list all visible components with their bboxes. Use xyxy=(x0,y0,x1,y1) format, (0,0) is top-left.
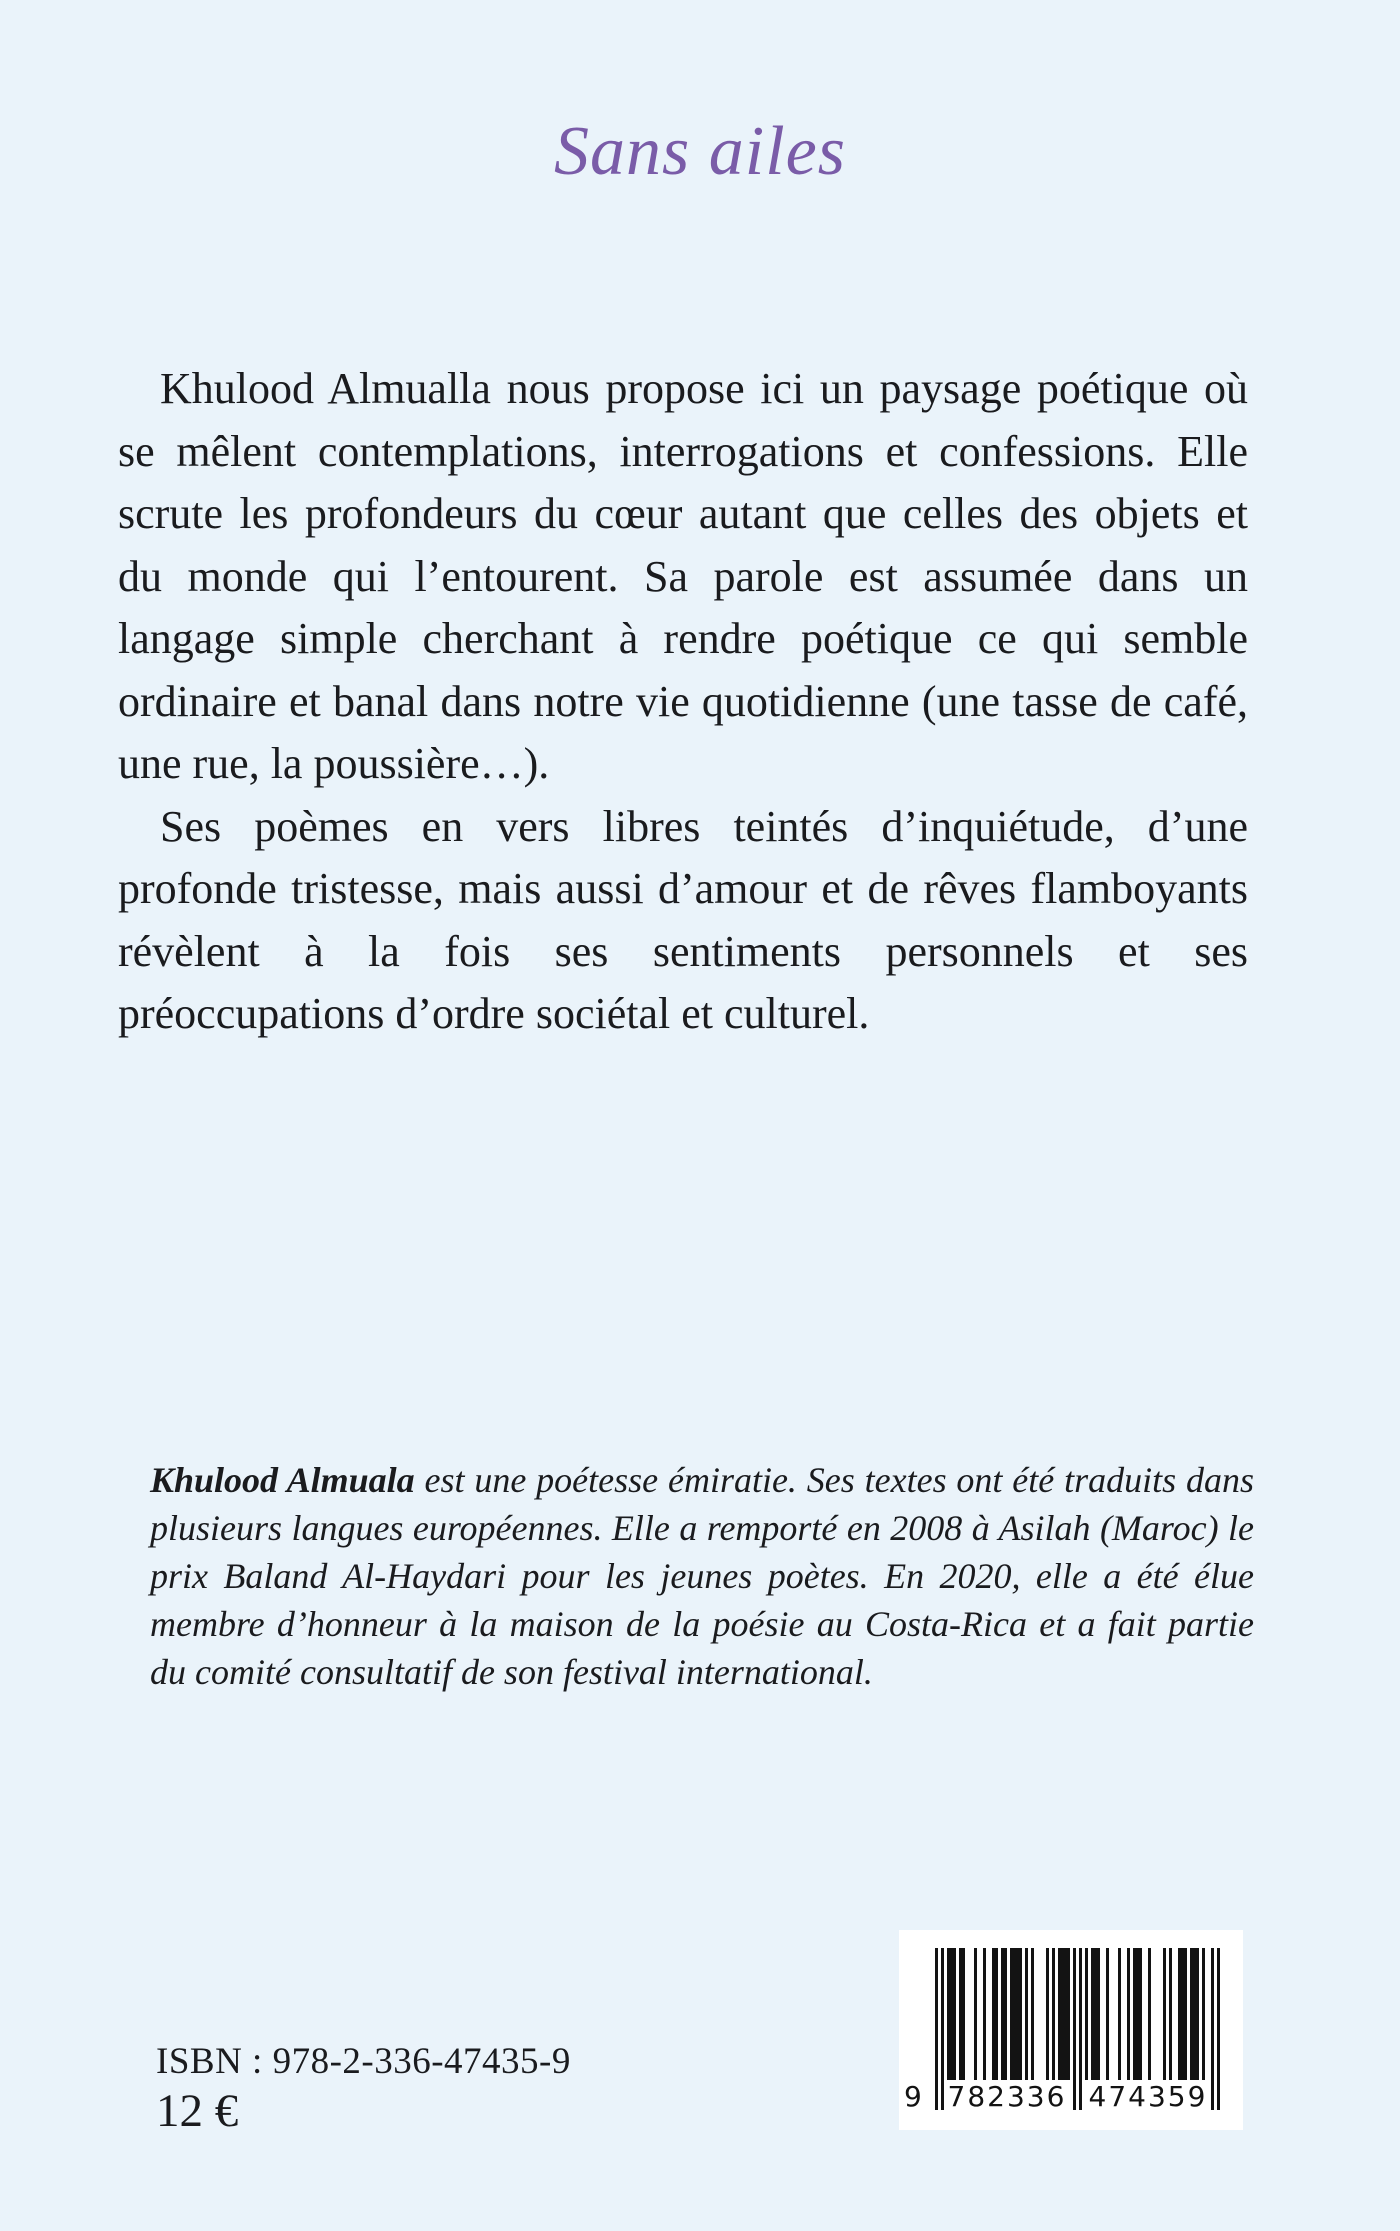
author-name: Khulood Almuala xyxy=(150,1460,415,1500)
barcode-digits-left-group: 782336 xyxy=(947,2080,1067,2113)
author-bio-text: est une poétesse émiratie. Ses textes ont été traduits dans plusieurs langues européennes. Elle a remporté en 2008 à Asilah (Maroc) le prix Baland Al-Haydari pour les jeunes poètes. En 2020, elle a été élue membre d’honneur à la maison de la poésie au Costa-Rica et a fait partie du comité consultatif de son festival international. xyxy=(150,1460,1254,1692)
ean-barcode xyxy=(899,1930,1243,2130)
author-bio xyxy=(150,1456,1254,1696)
barcode-digits-right-group: 474359 xyxy=(1088,2080,1208,2113)
isbn-text: ISBN : 978-2-336-47435-9 xyxy=(156,2041,571,2082)
price-text: 12 € xyxy=(156,2085,239,2137)
barcode-number xyxy=(899,2080,1243,2112)
synopsis-paragraph-2: Ses poèmes en vers libres teintés d’inquiétude, d’une profonde tristesse, mais aussi d’amour et de rêves flamboyants révèlent à la fois ses sentiments personnels et ses préoccupations d’ordre sociétal et culturel. xyxy=(118,801,1248,1038)
barcode-digit-first: 9 xyxy=(904,2080,922,2113)
book-title: Sans ailes xyxy=(554,113,846,190)
synopsis xyxy=(118,358,1248,1046)
synopsis-paragraph-1: Khulood Almualla nous propose ici un paysage poétique où se mêlent contemplations, interrogations et confessions. Elle scrute les profondeurs du cœur autant que celles des objets et du monde qui l’entourent. Sa parole est assumée dans un langage simple cherchant à rendre poétique ce qui semble ordinaire et banal dans notre vie quotidienne (une tasse de café, une rue, la poussière…). xyxy=(118,364,1248,788)
